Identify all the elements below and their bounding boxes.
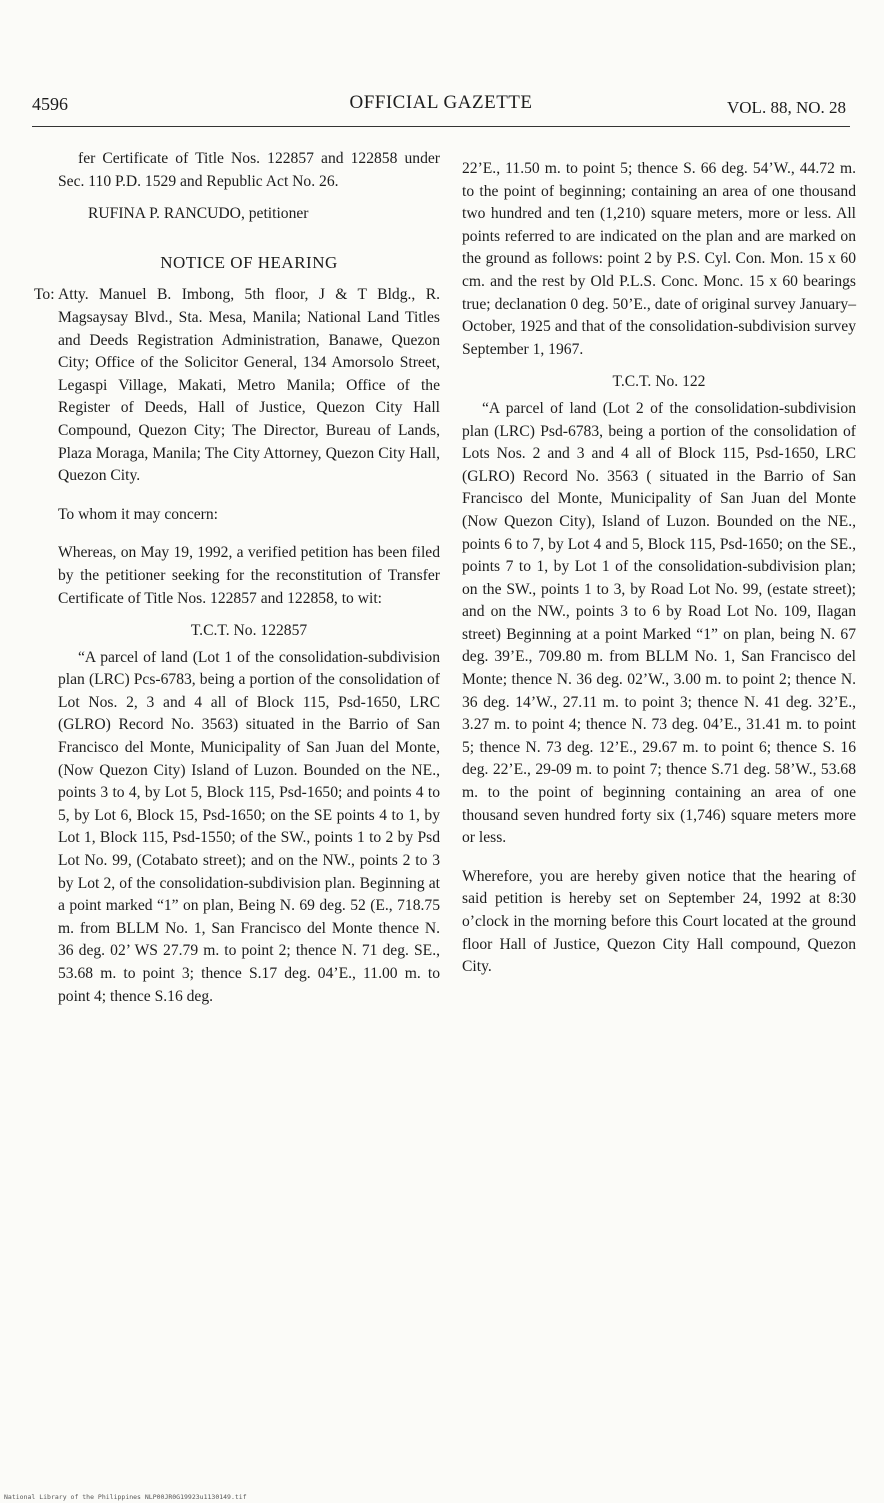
addressees-block bbox=[34, 284, 440, 487]
page-header bbox=[32, 92, 850, 126]
continuation-paragraph: 22’E., 11.50 m. to point 5; thence S. 66 deg. 54’W., 44.72 m. to the point of beginning; containing an area of one thousand two hundred and ten (1,210) square meters, more or less. All points referred to are indicated on the plan and are marked on the ground as follows: point 2 by P.S. Cyl. Con. Mon. 15 x 60 cm. and the rest by Old P.L.S. Conc. Monc. 15 x 60 bearings true; declanation 0 deg. 50’E., date of original survey January–October, 1925 and that of the consolidation-subdivision survey September 1, 1967. bbox=[462, 160, 856, 358]
tct-122-heading: T.C.T. No. 122 bbox=[612, 373, 706, 391]
tct-122857-heading: T.C.T. No. 122857 bbox=[190, 622, 308, 640]
right-column bbox=[462, 158, 856, 979]
salutation: To whom it may concern: bbox=[58, 505, 219, 523]
wherefore-paragraph: Wherefore, you are hereby given notice that the hearing of said petition is hereby set on September 24, 1992 at 8:30 o’clock in the morning before this Court located at the ground floor Hall of Justice, Quezon City Hall compound, Quezon City. bbox=[462, 867, 856, 976]
scan-footer: National Library of the Philippines NLP00JR0G19923u1130149.tif bbox=[4, 1493, 247, 1501]
header-rule bbox=[32, 126, 850, 127]
addressees-text: Atty. Manuel B. Imbong, 5th floor, J & T Bldg., R. Magsaysay Blvd., Sta. Mesa, Manila; National Land Titles and Deeds Registration Administration, Banawe, Quezon City; Office of the Solicitor General, 134 Amorsolo Street, Legaspi Village, Makati, Metro Manila; Office of the Register of Deeds, Hall of Justice, Quezon City Hall Compound, Quezon City; The Director, Bureau of Lands, Plaza Moraga, Manila; The City Attorney, Quezon City Hall, Quezon City. bbox=[58, 286, 440, 485]
left-column bbox=[34, 148, 440, 1008]
page-number: 4596 bbox=[32, 94, 68, 114]
tct-122857-description: “A parcel of land (Lot 1 of the consolidation-subdivision plan (LRC) Pcs-6783, being a portion of the consolidation of Lot Nos. 2, 3 and 4 all of Block 115, Psd-1650, LRC (GLRO) Record No. 3563) situated in the Barrio of San Francisco del Monte, Municipality of San Juan del Monte, (Now Quezon City) Island of Luzon. Bounded on the NE., points 3 to 4, by Lot 5, Block 115, Psd-1650; and points 4 to 5, by Lot 6, Block 15, Psd-1650; on the SE points 4 to 1, by Lot 1, Block 115, Psd-1550; of the SW., points 1 to 2 by Psd Lot No. 99, (Cotabato street); and on the NW., points 2 to 3 by Lot 2, of the consolidation-subdivision plan. Beginning at a point marked “1” on plan, Being N. 69 deg. 52 (E., 718.75 m. from BLLM No. 1, San Francisco del Monte thence N. 36 deg. 02’ WS 27.79 m. to point 2; thence N. 71 deg. SE., 53.68 m. to point 3; thence S.17 deg. 04’E., 11.00 m. to point 4; thence S.16 deg. bbox=[58, 648, 440, 1005]
petitioner-signature bbox=[58, 203, 440, 226]
tct-122-description: “A parcel of land (Lot 2 of the consolidation-subdivision plan (LRC) Psd-6783, being a portion of the consolidation of Lots Nos. 2 and 3 and 4 all of Block 115, Psd-1650, LRC (GLRO) Record No. 3563 ( situated in the Barrio of San Francisco del Monte, Municipality of San Juan del Monte (Now Quezon City), Island of Luzon. Bounded on the NE., points 6 to 7, by Lot 4 and 5, Block 115, Psd-1650; on the SE., points 7 to 1, by Lot 1 of the consolidation-subdivision plan; on the SW., points 1 to 3, by Road Lot No. 99, (estate street); and on the NW., points 3 to 6 by Road Lot No. 109, Ilagan street) Beginning at a point Marked “1” on plan, being N. 67 deg. 39’E., 709.80 m. from BLLM No. 1, San Francisco del Monte; thence N. 36 deg. 02’W., 3.00 m. to point 2; thence N. 36 deg. 14’W., 27.11 m. to point 3; thence N. 41 deg. 32’E., 3.27 m. to point 4; thence N. 73 deg. 04’E., 31.41 m. to point 5; thence N. 73 deg. 12’E., 29.67 m. to point 6; thence S. 16 deg. 22’E., 29-09 m. to point 7; thence S.71 deg. 58’W., 53.68 m. to the point of beginning containing an area of one thousand seven hundred forty six (1,746) square meters more or less. bbox=[462, 399, 856, 847]
notice-heading: NOTICE OF HEARING bbox=[160, 252, 338, 272]
to-label: To: bbox=[34, 286, 55, 304]
petitioner-role: , petitioner bbox=[240, 205, 309, 223]
intro-paragraph: fer Certificate of Title Nos. 122857 and 122858 under Sec. 110 P.D. 1529 and Republic Act No. 26. bbox=[58, 150, 440, 190]
whereas-paragraph: Whereas, on May 19, 1992, a verified petition has been filed by the petitioner seeking for the reconstitution of Transfer Certificate of Title Nos. 122857 and 122858, to wit: bbox=[58, 544, 440, 607]
petitioner-name: RUFINA P. RANCUDO bbox=[88, 205, 241, 223]
volume-number: VOL. 88, NO. 28 bbox=[727, 98, 846, 117]
publication-title: OFFICIAL GAZETTE bbox=[349, 92, 533, 113]
